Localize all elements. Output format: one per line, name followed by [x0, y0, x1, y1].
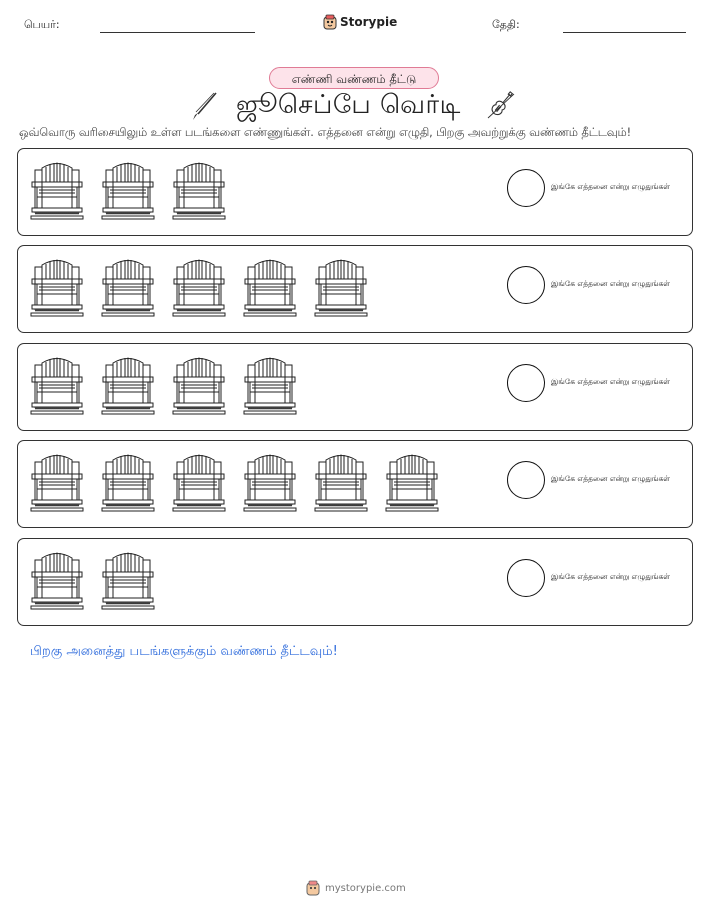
name-label: பெயர்: — [24, 18, 60, 31]
pipe-organ-icon[interactable] — [100, 548, 156, 610]
count-hint-label: இங்கே எத்தனை என்று எழுதுங்கள் — [551, 474, 671, 483]
pipe-organ-icon[interactable] — [29, 255, 85, 317]
counting-row — [17, 538, 693, 626]
date-label: தேதி: — [492, 18, 520, 31]
title-row — [0, 88, 709, 124]
count-hint-label: இங்கே எத்தனை என்று எழுதுங்கள் — [551, 182, 671, 191]
storypie-mascot-icon — [323, 14, 337, 30]
footer-instruction: பிறகு அனைத்து படங்களுக்கும் வண்ணம் தீட்டவும்! — [30, 644, 338, 659]
worksheet-header — [0, 12, 709, 42]
worksheet-title: ஜூசெப்பே வெர்டி — [236, 90, 461, 120]
pipe-organ-icon[interactable] — [29, 353, 85, 415]
count-hint-label: இங்கே எத்தனை என்று எழுதுங்கள் — [551, 572, 671, 581]
pipe-organ-icon[interactable] — [171, 450, 227, 512]
pipe-organ-icon[interactable] — [242, 353, 298, 415]
count-answer-circle[interactable] — [507, 559, 545, 597]
pipe-organ-icon[interactable] — [100, 158, 156, 220]
instructions-text: ஒவ்வொரு வரிசையிலும் உள்ள படங்களை எண்ணுங்கள். எத்தனை என்று எழுதி, பிறகு அவற்றுக்கு வண்ணம் தீட்டவும்! — [19, 126, 632, 139]
counting-row — [17, 148, 693, 236]
footer-brand — [306, 880, 406, 896]
pipe-organ-icon[interactable] — [29, 450, 85, 512]
name-blank-line[interactable] — [100, 32, 255, 33]
pipe-organ-icon[interactable] — [384, 450, 440, 512]
counting-row — [17, 245, 693, 333]
footer-site: mystorypie.com — [325, 882, 406, 894]
paintbrush-icon — [190, 90, 220, 122]
pipe-organ-icon[interactable] — [242, 450, 298, 512]
count-answer-circle[interactable] — [507, 169, 545, 207]
pipe-organ-icon[interactable] — [313, 450, 369, 512]
pipe-organ-icon[interactable] — [171, 158, 227, 220]
storypie-logo — [323, 14, 397, 30]
count-hint-label: இங்கே எத்தனை என்று எழுதுங்கள் — [551, 279, 671, 288]
pipe-organ-icon[interactable] — [313, 255, 369, 317]
counting-row — [17, 343, 693, 431]
count-hint-label: இங்கே எத்தனை என்று எழுதுங்கள் — [551, 377, 671, 386]
counting-row — [17, 440, 693, 528]
pipe-organ-icon[interactable] — [100, 255, 156, 317]
violin-icon — [484, 88, 518, 122]
pipe-organ-icon[interactable] — [242, 255, 298, 317]
count-answer-circle[interactable] — [507, 461, 545, 499]
worksheet-type-badge: எண்ணி வண்ணம் தீட்டு — [269, 67, 439, 89]
pipe-organ-icon[interactable] — [29, 158, 85, 220]
brand-name: Storypie — [340, 15, 398, 29]
pipe-organ-icon[interactable] — [171, 353, 227, 415]
count-answer-circle[interactable] — [507, 364, 545, 402]
count-answer-circle[interactable] — [507, 266, 545, 304]
pipe-organ-icon[interactable] — [171, 255, 227, 317]
pipe-organ-icon[interactable] — [29, 548, 85, 610]
pipe-organ-icon[interactable] — [100, 353, 156, 415]
pipe-organ-icon[interactable] — [100, 450, 156, 512]
storypie-mascot-icon — [306, 880, 320, 896]
date-blank-line[interactable] — [563, 32, 686, 33]
